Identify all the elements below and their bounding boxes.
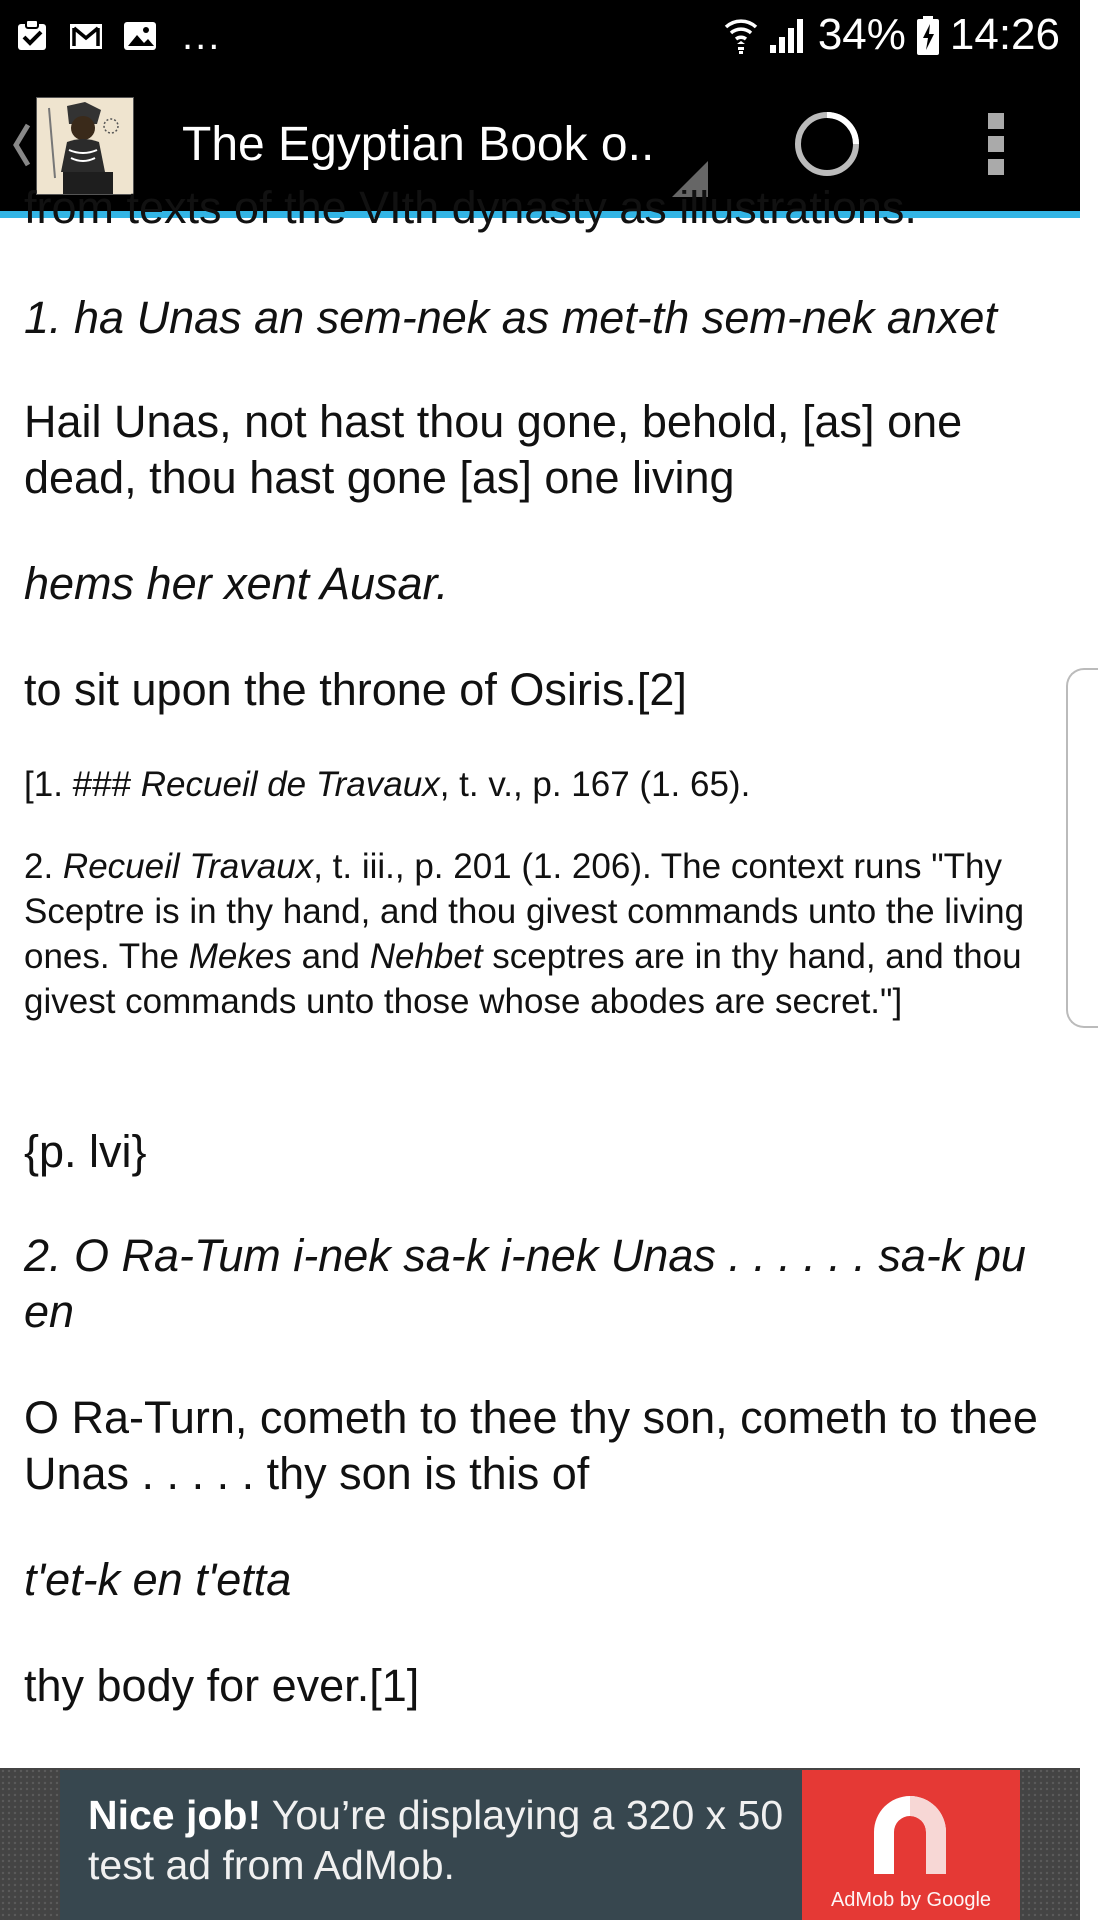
page-marker: {p. lvi} <box>24 1126 147 1177</box>
transliteration-2b: t'et-k en t'etta <box>24 1554 292 1605</box>
status-right <box>724 10 1060 60</box>
clock: 14:26 <box>949 10 1060 59</box>
translation-1: Hail Unas, not hast thou gone, behold, [as] one dead, thou hast gone [as] one living <box>24 396 963 503</box>
transliteration-1b: hems her xent Ausar. <box>24 558 449 609</box>
ad-text: Nice job! You’re displaying a 320 x 50 test ad from AdMob. <box>88 1792 784 1888</box>
app-title[interactable]: The Egyptian Book o.. <box>182 118 655 171</box>
admob-icon <box>864 1786 958 1880</box>
scroll-handle[interactable] <box>1066 668 1098 1028</box>
admob-caption: AdMob by Google <box>830 1889 992 1911</box>
clipboard-check-icon <box>14 18 50 54</box>
loading-spinner-icon <box>792 109 862 179</box>
ad-banner[interactable] <box>0 1768 1080 1920</box>
book-content[interactable] <box>0 182 1080 1768</box>
signal-icon <box>768 15 808 55</box>
notification-icons <box>14 14 222 58</box>
wifi-icon <box>724 13 758 57</box>
battery-percent: 34% <box>817 10 906 59</box>
partial-text-line: from texts of the VIth dynasty as illustrations. <box>24 182 917 233</box>
battery-charging-icon <box>916 14 940 56</box>
image-icon <box>122 18 158 54</box>
translation-2: O Ra-Turn, cometh to thee thy son, cometh to thee Unas . . . . . thy son is this of <box>24 1392 1038 1499</box>
footnote-1: [1. ### Recueil de Travaux, t. v., p. 167 (1. 65). <box>24 765 751 804</box>
ad-card[interactable] <box>60 1770 1020 1920</box>
more-notifications-indicator: ... <box>182 14 222 58</box>
transliteration-1: 1. ha Unas an sem-nek as met-th sem-nek anxet <box>24 292 997 343</box>
gmail-icon <box>68 18 104 54</box>
translation-1b: to sit upon the throne of Osiris.[2] <box>24 664 687 715</box>
footnote-2: 2. Recueil Travaux, t. iii., p. 201 (1. 206). The context runs "Thy Sceptre is in thy hand, and thou givest commands unto the living ones. The Mekes and Nehbet sceptres are in thy hand, and thou givest commands unto those whose abodes are secret."] <box>24 847 1025 1021</box>
translation-2b: thy body for ever.[1] <box>24 1660 420 1711</box>
back-chevron-icon[interactable] <box>8 115 34 175</box>
transliteration-2: 2. O Ra-Tum i-nek sa-k i-nek Unas . . . . . . sa-k pu en <box>24 1230 1026 1337</box>
admob-logo[interactable] <box>802 1770 1020 1920</box>
status-bar <box>0 0 1080 75</box>
overflow-menu-icon[interactable] <box>984 111 1008 177</box>
